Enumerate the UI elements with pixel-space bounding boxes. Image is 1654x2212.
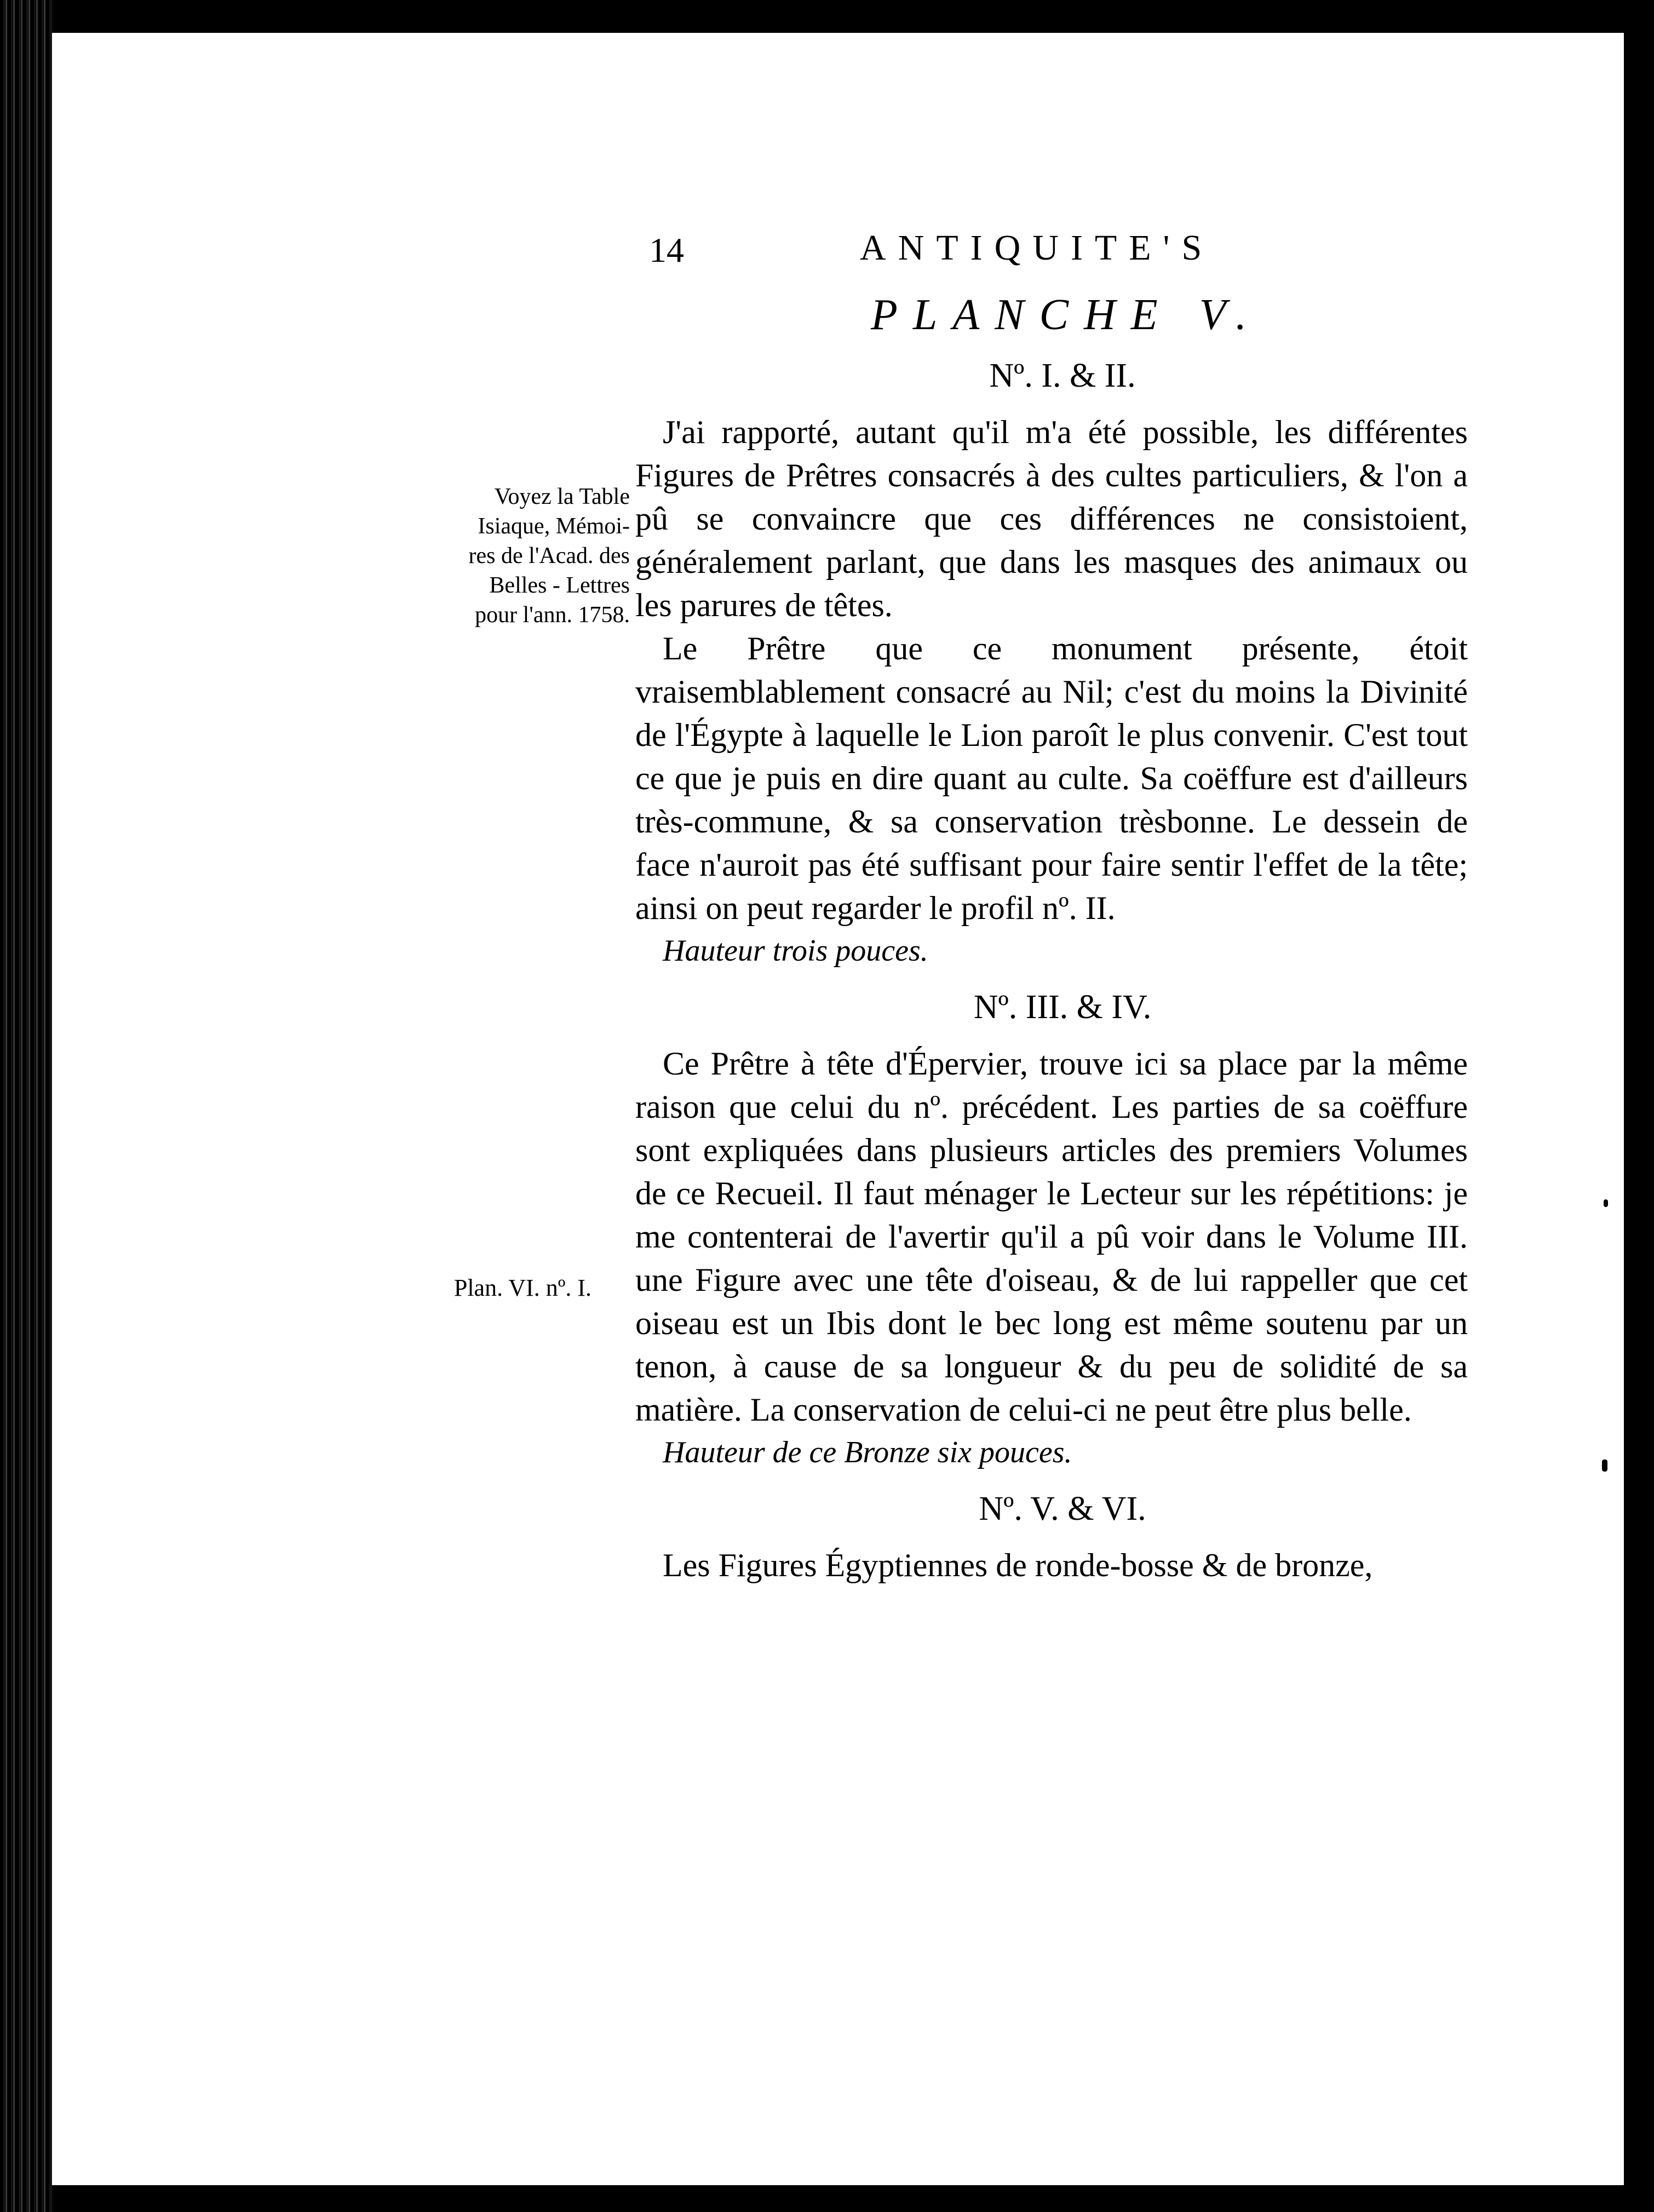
height-note: Hauteur de ce Bronze six pouces.: [663, 1435, 1072, 1469]
running-head: [635, 219, 1468, 279]
paragraph: Les Figures Égyptiennes de ronde-bosse & de bronze,: [663, 1547, 1373, 1583]
scan-speck: [1604, 1199, 1608, 1207]
paragraph: Ce Prêtre à tête d'Épervier, trouve ici sa place par la même raison que celui du nº. précédent. Les parties de sa coëffure sont expliquées dans plusieurs articles des premiers Volumes de ce Recueil. Il faut ménager le Lecteur sur les répétitions: je me contenterai de l'avertir qu'il a pû voir dans le Volume III. une Figure avec une tête d'oiseau, & de lui rappeller que cet oiseau est un Ibis dont le bec long est même soutenu par un tenon, à cause de sa longueur & du peu de solidité de sa matière. La conservation de celui-ci ne peut être plus belle.: [635, 1045, 1468, 1428]
paragraph: J'ai rapporté, autant qu'il m'a été possible, les différentes Figures de Prêtres consacrés à des cultes particuliers, & l'on a pû se convaincre que ces différences ne consistoient, généralement parlant, que dans les masques des animaux ou les parures de têtes.: [635, 414, 1468, 623]
margin-note-line: res de l'Acad. des: [468, 543, 630, 568]
plate-title: PLANCHE V.: [871, 291, 1262, 339]
margin-note-line: Isiaque, Mémoi-: [478, 514, 630, 539]
section-heading: Nº. I. & II.: [989, 357, 1136, 394]
margin-note-table-isiaque: [422, 482, 630, 630]
section-heading: Nº. V. & VI.: [979, 1490, 1146, 1527]
page-content: [635, 219, 1468, 1587]
height-note: Hauteur trois pouces.: [663, 934, 928, 968]
margin-note-line: pour l'ann. 1758.: [475, 602, 630, 628]
margin-note-plan-reference: [383, 1273, 591, 1303]
page-number: 14: [649, 231, 684, 269]
running-title: ANTIQUITE'S: [860, 228, 1214, 268]
book-spine: [0, 0, 52, 2212]
margin-note-line: Plan. VI. nº. I.: [453, 1274, 591, 1301]
section-heading: Nº. III. & IV.: [973, 989, 1152, 1026]
margin-note-line: Voyez la Table: [494, 484, 630, 509]
scan-speck: [1602, 1460, 1607, 1472]
margin-note-line: Belles - Lettres: [489, 573, 630, 598]
paragraph: Le Prêtre que ce monument présente, étoit vraisemblablement consacré au Nil; c'est du moins la Divinité de l'Égypte à laquelle le Lion paroît le plus convenir. C'est tout ce que je puis en dire quant au culte. Sa coëffure est d'ailleurs très-commune, & sa conservation trèsbonne. Le dessein de face n'auroit pas été suffisant pour faire sentir l'effet de la tête; ainsi on peut regarder le profil nº. II.: [635, 630, 1468, 926]
